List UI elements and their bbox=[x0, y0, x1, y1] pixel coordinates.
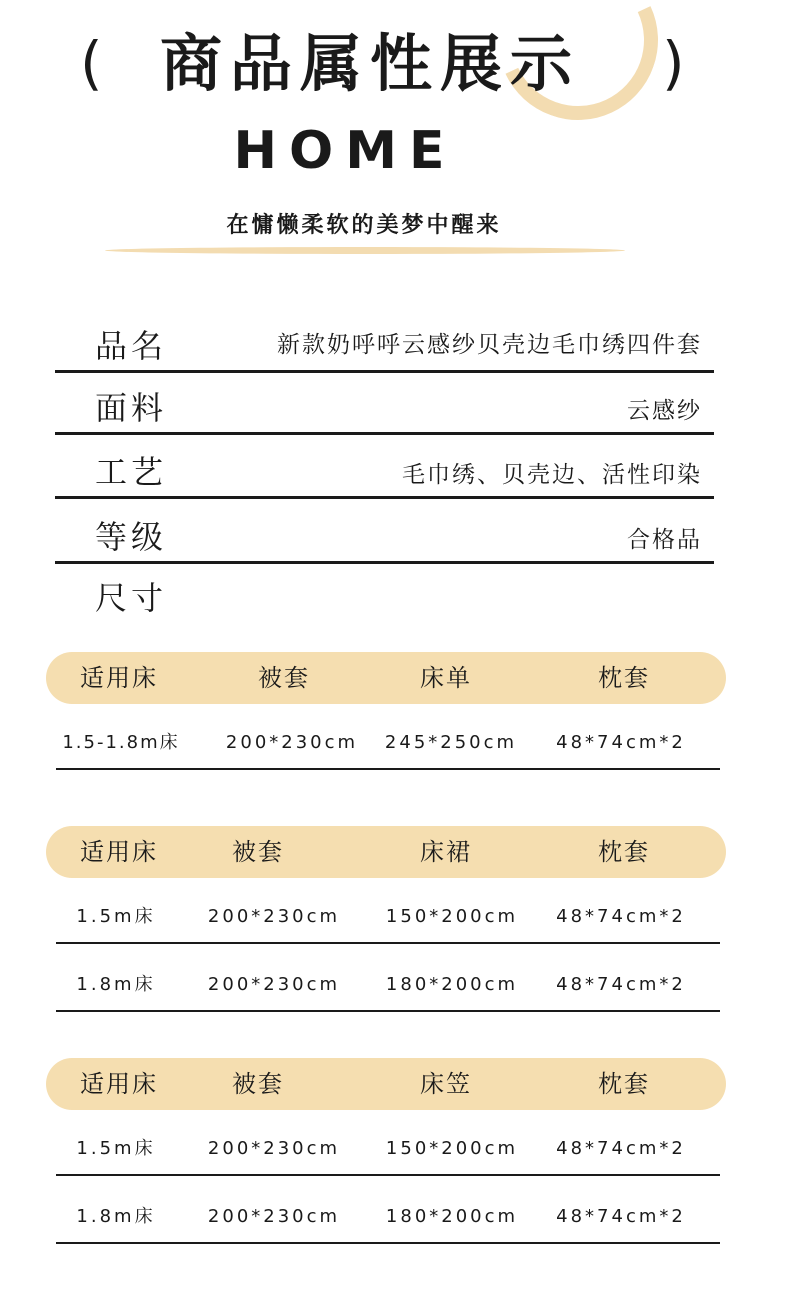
attribute-value: 合格品 bbox=[627, 527, 702, 553]
title-paren-right: ) bbox=[662, 29, 685, 97]
attribute-row-grade bbox=[55, 511, 714, 564]
table-cell: 1.8m床 bbox=[76, 974, 156, 995]
attribute-key: 尺寸 bbox=[95, 579, 168, 617]
attribute-row-size bbox=[55, 572, 714, 622]
attribute-key: 工艺 bbox=[95, 453, 168, 491]
header-cell: 床笠 bbox=[420, 1070, 472, 1098]
table-cell: 1.5m床 bbox=[76, 906, 156, 927]
table-cell: 1.5m床 bbox=[76, 1138, 156, 1159]
size-table-header bbox=[46, 826, 726, 878]
size-table-header bbox=[46, 652, 726, 704]
table-row bbox=[56, 1124, 720, 1176]
attribute-key: 等级 bbox=[95, 518, 168, 556]
table-cell: 180*200cm bbox=[385, 1206, 519, 1227]
table-cell: 245*250cm bbox=[384, 732, 518, 753]
size-table-header bbox=[46, 1058, 726, 1110]
table-cell: 200*230cm bbox=[207, 974, 341, 995]
header-cell: 枕套 bbox=[598, 1070, 650, 1098]
header-cell: 床裙 bbox=[420, 838, 472, 866]
table-row bbox=[56, 960, 720, 1012]
title-row bbox=[0, 20, 790, 110]
table-row bbox=[56, 892, 720, 944]
table-row bbox=[56, 718, 720, 770]
header-cell: 适用床 bbox=[80, 1070, 158, 1098]
table-cell: 180*200cm bbox=[385, 974, 519, 995]
header-cell: 被套 bbox=[232, 838, 284, 866]
home-subtitle: HOME bbox=[233, 121, 457, 181]
header-cell: 枕套 bbox=[598, 664, 650, 692]
table-cell: 1.5-1.8m床 bbox=[62, 732, 180, 753]
table-cell: 48*74cm*2 bbox=[556, 1138, 686, 1159]
header-cell: 枕套 bbox=[598, 838, 650, 866]
table-cell: 48*74cm*2 bbox=[556, 1206, 686, 1227]
slogan: 在慵懒柔软的美梦中醒来 bbox=[226, 213, 502, 238]
table-row bbox=[56, 1192, 720, 1244]
attribute-value: 新款奶呼呼云感纱贝壳边毛巾绣四件套 bbox=[277, 332, 702, 358]
table-cell: 48*74cm*2 bbox=[556, 906, 686, 927]
table-cell: 150*200cm bbox=[385, 906, 519, 927]
attribute-key: 面料 bbox=[95, 389, 168, 427]
page-title: 商品属性展示 bbox=[160, 27, 581, 100]
header-cell: 适用床 bbox=[80, 838, 158, 866]
header-cell: 适用床 bbox=[80, 664, 158, 692]
table-cell: 1.8m床 bbox=[76, 1206, 156, 1227]
attribute-row-fabric bbox=[55, 382, 714, 435]
table-cell: 48*74cm*2 bbox=[556, 974, 686, 995]
attribute-value: 云感纱 bbox=[627, 398, 702, 424]
header-cell: 被套 bbox=[232, 1070, 284, 1098]
table-cell: 200*230cm bbox=[207, 1138, 341, 1159]
attribute-key: 品名 bbox=[95, 327, 168, 365]
table-cell: 200*230cm bbox=[207, 906, 341, 927]
slogan-underline bbox=[105, 247, 625, 254]
attribute-value: 毛巾绣、贝壳边、活性印染 bbox=[402, 462, 702, 488]
table-cell: 200*230cm bbox=[207, 1206, 341, 1227]
title-paren-left: ( bbox=[80, 29, 103, 97]
table-cell: 200*230cm bbox=[225, 732, 359, 753]
table-cell: 48*74cm*2 bbox=[556, 732, 686, 753]
attribute-row-name bbox=[55, 320, 714, 373]
attribute-row-craft bbox=[55, 446, 714, 499]
header-cell: 床单 bbox=[420, 664, 472, 692]
header-cell: 被套 bbox=[258, 664, 310, 692]
table-cell: 150*200cm bbox=[385, 1138, 519, 1159]
